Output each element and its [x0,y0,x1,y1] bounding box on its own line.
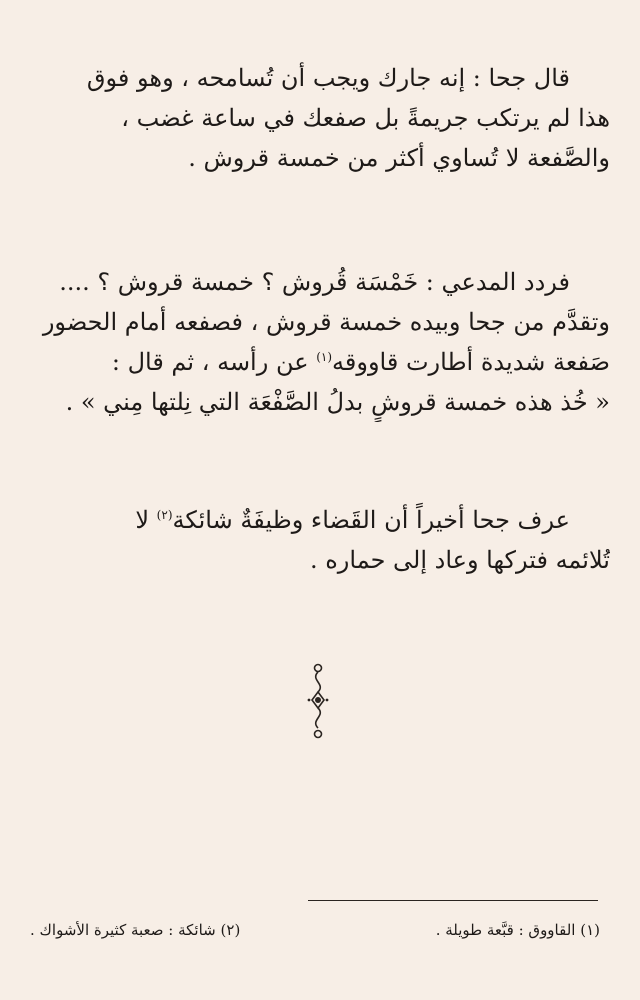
footnote-ref-2: (٢) [156,508,173,522]
text-line: قال جحا : إنه جارك ويجب أن تُسامحه ، وهو فوق [86,64,570,92]
text-segment: عن رأسه ، ثم قال : [111,348,309,376]
footnote-divider [308,900,598,901]
text-line [40,342,610,382]
text-line: تُلائمه فتركها وعاد إلى حماره . [309,546,610,574]
text-line: « خُذ هذه خمسة قروشٍ بدلُ الصَّفْعَة التي نِلتها مِني » . [65,388,610,416]
text-segment: صَفعة شديدة أطارت قاووقه [332,348,610,376]
footnote-ref-1: (١) [316,350,333,364]
text-line: والصَّفعة لا تُساوي أكثر من خمسة قروش . [188,144,610,172]
text-line [40,500,610,540]
text-line: فردد المدعي : خَمْسَة قُروش ؟ خمسة قروش ؟ .... [59,268,570,296]
text-segment: عرف جحا أخيراً أن القَضاء وظيفَةٌ شائكة [172,506,570,534]
vine-ornament-icon [300,662,336,742]
paragraph-1 [40,58,610,178]
text-line: وتقدَّم من جحا وبيده خمسة قروش ، فصفعه أمام الحضور [42,308,610,336]
footnote-1: (١) القاووق : قبَّعة طويلة . [435,921,600,939]
text-line: هذا لم يرتكب جريمةً بل صفعك في ساعة غضب ، [121,104,610,132]
footnote-2: (٢) شائكة : صعبة كثيرة الأشواك . [30,921,241,939]
paragraph-2 [40,262,610,422]
footnotes [30,918,600,942]
paragraph-3 [40,500,610,580]
text-segment: لا [135,506,150,534]
